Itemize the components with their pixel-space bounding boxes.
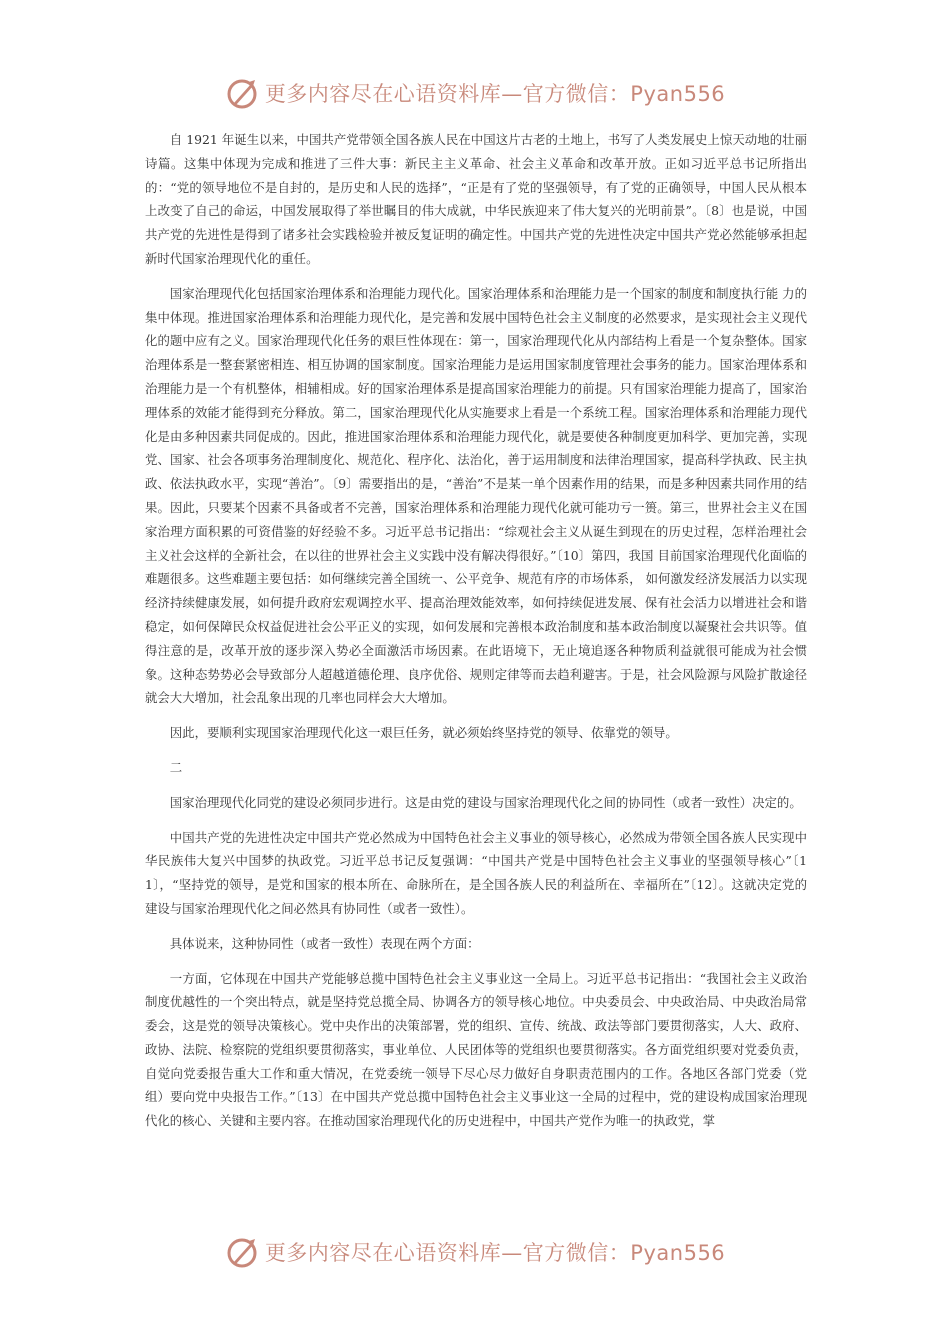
paragraph: 国家治理现代化同党的建设必须同步进行。这是由党的建设与国家治理现代化之间的协同性（或者一致性）决定的。 [169, 794, 802, 810]
header-banner-text: 更多内容尽在心语资料库—官方微信：Pyan556 [264, 82, 726, 106]
paragraph: 具体说来，这种协同性（或者一致性）表现在两个方面： [169, 935, 480, 951]
paragraph: 中国共产党的先进性决定中国共产党必然成为中国特色社会主义事业的领导核心，必然成为带领全国各族人民实现中华民族伟大复兴中国梦的执政党。习近平总书记反复强调：“中国共产党是中国特色社会主义事业的坚强领导核心”〔11〕，“坚持党的领导，是党和国家的根本所在、命脉所在，是全国各族人民的利益所在、幸福所在”〔12〕。这就决定党的建设与国家治理现代化之间必然具有协同性（或者一致性）。 [145, 829, 807, 916]
paragraph: 一方面，它体现在中国共产党能够总揽中国特色社会主义事业这一全局上。习近平总书记指出：“我国社会主义政治制度优越性的一个突出特点，就是坚持党总揽全局、协调各方的领导核心地位。中央委员会、中央政治局、中央政治局常委会，这是党的领导决策核心。党中央作出的决策部署，党的组织、宣传、统战、政法等部门要贯彻落实，人大、政府、政协、法院、检察院的党组织要贯彻落实，事业单位、人民团体等的党组织也要贯彻落实。各方面党组织要对党委负责，自觉向党委报告重大工作和重大情况，在党委统一领导下尽心尽力做好自身职责范围内的工作。各地区各部门党委（党组）要向党中央报告工作。”〔13〕在中国共产党总揽中国特色社会主义事业这一全局的过程中，党的建设构成国家治理现代化的核心、关键和主要内容。在推动国家治理现代化的历史进程中，中国共产党作为唯一的执政党，掌 [145, 970, 807, 1129]
logo-icon [225, 76, 259, 110]
footer-banner [0, 1232, 950, 1272]
paragraph: 国家治理现代化包括国家治理体系和治理能力现代化。国家治理体系和治理能力是一个国家的制度和制度执行能 力的集中体现。推进国家治理体系和治理能力现代化，是完善和发展中国特色社会主义制度的必然要求，是实现社会主义现代化的题中应有之义。国家治理现代化任务的艰巨性体现在：第一，国家治理现代化从内部结构上看是一个复杂整体。国家治理体系是一整套紧密相连、相互协调的国家制度。国家治理能力是运用国家制度管理社会事务的能力。国家治理体系和治理能力是一个有机整体，相辅相成。好的国家治理体系是提高国家治理能力的前提。只有国家治理能力提高了，国家治理体系的效能才能得到充分释放。第二，国家治理现代化从实施要求上看是一个系统工程。国家治理体系和治理能力现代化是由多种因素共同促成的。因此，推进国家治理体系和治理能力现代化，就是要使各种制度更加科学、更加完善，实现党、国家、社会各项事务治理制度化、规范化、程序化、法治化，善于运用制度和法律治理国家，提高科学执政、民主执政、依法执政水平，实现“善治”。〔9〕需要指出的是，“善治”不是某一单个因素作用的结果，而是多种因素共同作用的结果。因此，只要某个因素不具备或者不完善，国家治理体系和治理能力现代化就可能功亏一篑。第三，世界社会主义在国家治理方面积累的可资借鉴的好经验不多。习近平总书记指出：“综观社会主义从诞生到现在的历史过程，怎样治理社会主义社会这样的全新社会，在以往的世界社会主义实践中没有解决得很好。”〔10〕第四，我国 目前国家治理现代化面临的难题很多。这些难题主要包括：如何继续完善全国统一、公平竞争、规范有序的市场体系， 如何激发经济发展活力以实现经济持续健康发展，如何提升政府宏观调控水平、提高治理效能效率，如何持续促进发展、保有社会活力以增进社会和谐稳定，如何保障民众权益促进社会公平正义的实现，如何发展和完善根本政治制度和基本政治制度以凝聚社会共识等。值得注意的是，改革开放的逐步深入势必全面激活市场因素。在此语境下，无止境追逐各种物质利益就很可能成为社会惯象。这种态势势必会导致部分人超越道德伦理、良序优俗、规则定律等而去趋利避害。于是，社会风险源与风险扩散途径就会大大增加，社会乱象出现的几率也同样会大大增加。 [145, 285, 807, 706]
paragraph: 因此，要顺利实现国家治理现代化这一艰巨任务，就必须始终坚持党的领导、依靠党的领导。 [169, 725, 678, 741]
footer-banner-text: 更多内容尽在心语资料库—官方微信：Pyan556 [264, 1241, 726, 1265]
paragraph: 自 1921 年诞生以来，中国共产党带领全国各族人民在中国这片古老的土地上，书写了人类发展史上惊天动地的壮丽诗篇。这集中体现为完成和推进了三件大事：新民主主义革命、社会主义革命和改革开放。正如习近平总书记所指出的：“党的领导地位不是自封的，是历史和人民的选择”，“正是有了党的坚强领导，有了党的正确领导，中国人民从根本上改变了自己的命运，中国发展取得了举世瞩目的伟大成就，中华民族迎来了伟大复兴的光明前景”。〔8〕也是说，中国共产党的先进性是得到了诸多社会实践检验并被反复证明的确定性。中国共产党的先进性决定中国共产党必然能够承担起新时代国家治理现代化的重任。 [145, 132, 807, 266]
header-banner [0, 73, 950, 113]
logo-icon [225, 1235, 259, 1269]
document-body [145, 128, 807, 1144]
section-heading: 二 [169, 759, 183, 775]
